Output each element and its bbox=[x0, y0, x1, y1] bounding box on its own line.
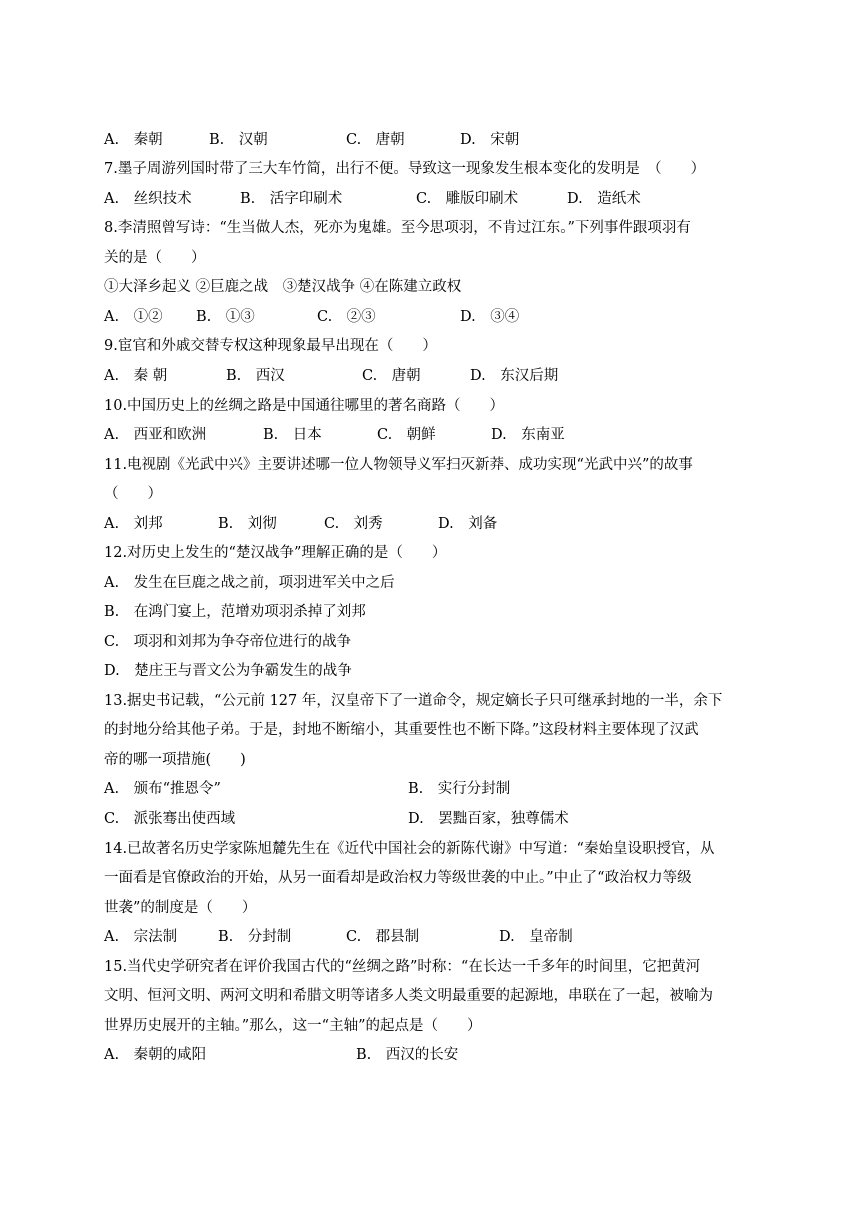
q15-stem-line-1: 15.当代史学研究者在评价我国古代的“丝绸之路”时称：“在长达一千多年的时间里，它把黄河 bbox=[104, 959, 701, 975]
q11-stem-line-1: 11.电视剧《光武中兴》主要讲述哪一位人物领导义军扫灭新莽、成功实现“光武中兴”的故事 bbox=[104, 457, 693, 473]
q12-option-c: C. 项羽和刘邦为争夺帝位进行的战争 bbox=[104, 634, 352, 650]
q6-option-d: D. 宋朝 bbox=[460, 132, 520, 148]
q13-option-c: C. 派张骞出使西域 bbox=[104, 811, 236, 827]
q8-option-a: A. ①② bbox=[104, 309, 163, 325]
q10-option-c: C. 朝鲜 bbox=[377, 427, 436, 443]
q13-stem-line-3: 帝的哪一项措施( ) bbox=[104, 752, 246, 768]
q11-option-a: A. 刘邦 bbox=[104, 516, 163, 532]
q14-stem-line-2: 一面看是官僚政治的开始，从另一面看却是政治权力等级世袭的中止。”中止了“政治权力等级 bbox=[104, 870, 692, 886]
q14-stem-line-3: 世袭”的制度是（ ） bbox=[104, 900, 257, 916]
q15-stem-line-3: 世界历史展开的主轴。”那么，这一“主轴”的起点是（ ） bbox=[104, 1018, 482, 1034]
q14-option-a: A. 宗法制 bbox=[104, 929, 178, 945]
q13-option-a: A. 颁布“推恩令” bbox=[104, 781, 221, 797]
q11-option-c: C. 刘秀 bbox=[324, 516, 383, 532]
q8-items: ①大泽乡起义 ②巨鹿之战 ③楚汉战争 ④在陈建立政权 bbox=[104, 279, 462, 295]
q10-option-d: D. 东南亚 bbox=[491, 427, 565, 443]
q8-stem-line-2: 关的是（ ） bbox=[104, 250, 206, 266]
q12-option-b: B. 在鸿门宴上，范增劝项羽杀掉了刘邦 bbox=[104, 604, 366, 620]
q8-option-b: B. ①③ bbox=[196, 309, 255, 325]
q12-stem: 12.对历史上发生的“楚汉战争”理解正确的是（ ） bbox=[104, 545, 447, 561]
q15-stem-line-2: 文明、恒河文明、两河文明和希腊文明等诸多人类文明最重要的起源地，串联在了一起，被喻为 bbox=[104, 988, 713, 1004]
q8-option-d: D. ③④ bbox=[460, 309, 520, 325]
q7-option-c: C. 雕版印刷术 bbox=[416, 191, 519, 207]
q13-option-b: B. 实行分封制 bbox=[408, 781, 511, 797]
q7-option-a: A. 丝织技术 bbox=[104, 191, 192, 207]
q8-option-c: C. ②③ bbox=[317, 309, 376, 325]
q13-option-d: D. 罢黜百家，独尊儒术 bbox=[408, 811, 569, 827]
q13-stem-line-2: 的封地分给其他子弟。于是，封地不断缩小，其重要性也不断下降。”这段材料主要体现了汉武 bbox=[104, 722, 699, 738]
q7-stem: 7.墨子周游列国时带了三大车竹简，出行不便。导致这一现象发生根本变化的发明是 （ ） bbox=[104, 161, 706, 177]
q15-option-b: B. 西汉的长安 bbox=[356, 1047, 459, 1063]
q10-stem: 10.中国历史上的丝绸之路是中国通往哪里的著名商路（ ） bbox=[104, 398, 505, 414]
q6-option-b: B. 汉朝 bbox=[209, 132, 268, 148]
q6-option-c: C. 唐朝 bbox=[346, 132, 405, 148]
q15-option-a: A. 秦朝的咸阳 bbox=[104, 1047, 207, 1063]
q14-option-b: B. 分封制 bbox=[218, 929, 292, 945]
q9-option-a: A. 秦 朝 bbox=[104, 368, 168, 384]
q8-stem-line-1: 8.李清照曾写诗：“生当做人杰，死亦为鬼雄。至今思项羽，不肯过江东。”下列事件跟项羽有 bbox=[104, 220, 691, 236]
q9-option-b: B. 西汉 bbox=[226, 368, 285, 384]
q12-option-a: A. 发生在巨鹿之战之前，项羽进军关中之后 bbox=[104, 575, 395, 591]
q13-stem-line-1: 13.据史书记载，“公元前 127 年，汉皇帝下了一道命令，规定嫡长子只可继承封地的一半，余下 bbox=[104, 693, 723, 709]
q14-option-c: C. 郡县制 bbox=[346, 929, 420, 945]
q14-stem-line-1: 14.已故著名历史学家陈旭麓先生在《近代中国社会的新陈代谢》中写道：“秦始皇设职授官，从 bbox=[104, 841, 715, 857]
q6-option-a: A. 秦朝 bbox=[104, 132, 163, 148]
q11-option-b: B. 刘彻 bbox=[218, 516, 277, 532]
q11-option-d: D. 刘备 bbox=[438, 516, 498, 532]
q11-stem-line-2: （ ） bbox=[104, 486, 162, 502]
q9-option-d: D. 东汉后期 bbox=[470, 368, 559, 384]
q10-option-b: B. 日本 bbox=[263, 427, 322, 443]
q10-option-a: A. 西亚和欧洲 bbox=[104, 427, 207, 443]
q9-stem: 9.宦官和外戚交替专权这种现象最早出现在（ ） bbox=[104, 338, 437, 354]
q9-option-c: C. 唐朝 bbox=[362, 368, 421, 384]
q12-option-d: D. 楚庄王与晋文公为争霸发生的战争 bbox=[104, 663, 352, 679]
q7-option-d: D. 造纸术 bbox=[567, 191, 641, 207]
q14-option-d: D. 皇帝制 bbox=[499, 929, 573, 945]
q7-option-b: B. 活字印刷术 bbox=[240, 191, 343, 207]
